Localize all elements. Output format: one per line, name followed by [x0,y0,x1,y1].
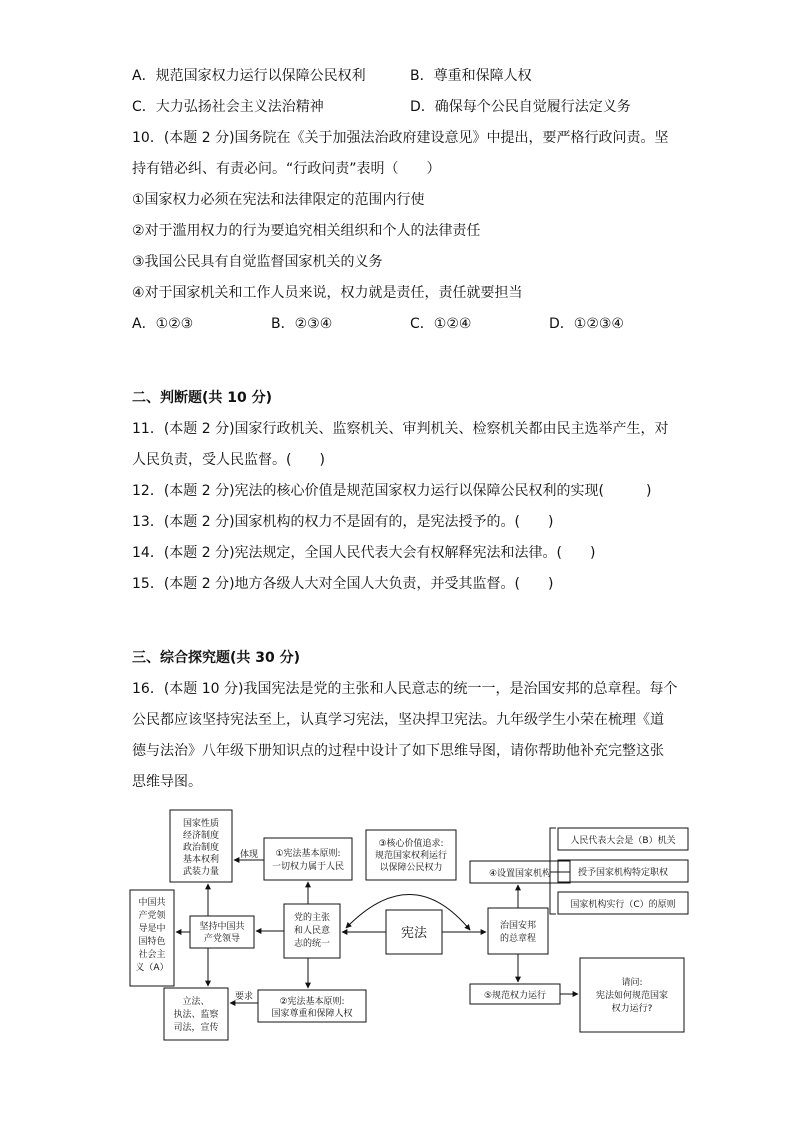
q15: 15．(本题 2 分)地方各级人大对全国人大负责，并受其监督。( ) [132,576,554,592]
npc-label: 人民代表大会是（B）机关 [570,836,676,846]
party-lead-line: 国特色 [138,937,166,947]
law-line: 司法，宣传 [173,1023,219,1033]
organs-label: ④设置国家机构 [488,869,552,879]
party-lead-line: 产党领 [138,911,166,921]
unity-line: 志的统一 [293,939,331,949]
principle1-box [264,838,352,880]
q10-stem-line1: 10．(本题 2 分)国务院在《关于加强法治政府建设意见》中提出，要严格行政问责。坚 [132,130,669,146]
principle1-line: ①宪法基本原则: [275,849,341,859]
embody-label: 体现 [239,850,259,860]
q10-option-b: B．②③④ [271,316,333,332]
q10-statement-4: ④对于国家机关和工作人员来说，权力就是责任，责任就要担当 [132,285,523,301]
q10-statement-3: ③我国公民具有自觉监督国家机关的义务 [132,254,383,270]
party-lead-line: 中国共 [138,898,166,908]
charter-line: 治国安邦 [499,921,537,931]
q10-option-a: A．①②③ [132,316,194,332]
question-line: 请问: [621,978,643,988]
state-box-line: 基本权利 [182,855,220,865]
q10-stem-line2: 持有错必纠、有责必问。“行政问责”表明（ ） [132,161,441,177]
q16-line3: 德与法治》八年级下册知识点的过程中设计了如下思维导图，请你帮助他补充完整这张 [132,743,664,759]
q10-option-d: D．①②③④ [549,316,624,332]
unity-line: 党的主张 [293,913,331,923]
q9-option-c: C．大力弘扬社会主义法治精神 [132,99,324,115]
question-line: 权力运行? [611,1004,653,1014]
section2-title: 二、判断题(共 10 分) [132,390,273,406]
charter-line: 的总章程 [499,934,537,944]
q12: 12．(本题 2 分)宪法的核心价值是规范国家权力运行以保障公民权利的实现( ) [132,483,652,499]
grant-label: 授予国家机构特定职权 [577,868,669,878]
section3-title: 三、综合探究题(共 30 分) [132,650,301,666]
core-value-line: 规范国家权利运行 [374,851,448,861]
principle1-line: 一切权力属于人民 [271,862,345,872]
q10-statement-2: ②对于滥用权力的行为要追究相关组织和个人的法律责任 [132,223,481,239]
q16-line4: 思维导图。 [132,774,202,790]
party-lead-line: 义（A） [135,963,169,973]
state-box-line: 国家性质 [182,819,220,829]
core-value-line: 以保障公民权力 [379,863,443,873]
principle2-line: 国家尊重和保障人权 [271,1009,353,1019]
uphold-line: 坚持中国共 [199,922,245,932]
q14: 14．(本题 2 分)宪法规定，全国人民代表大会有权解释宪法和法律。( ) [132,545,596,561]
q9-option-b: B．尊重和保障人权 [410,68,532,84]
uphold-line: 产党领导 [203,934,241,944]
q10-option-c: C．①②④ [410,316,472,332]
curved-arrow [346,894,470,930]
state-box-line: 政治制度 [182,843,220,853]
q16-line2: 公民都应该坚持宪法至上，认真学习宪法，坚决捍卫宪法。九年级学生小荣在梳理《道 [132,712,664,728]
q11-line2: 人民负责，受人民监督。( ) [132,452,325,468]
state-box-line: 武装力量 [182,867,220,877]
implement-label: 国家机构实行（C）的原则 [570,900,676,910]
q16-line1: 16．(本题 10 分)我国宪法是党的主张和人民意志的统一一，是治国安邦的总章程。每个 [132,681,678,697]
law-line: 立法、 [182,997,210,1007]
q11-line1: 11．(本题 2 分)国家行政机关、监察机关、审判机关、检察机关都由民主选举产生，对 [132,421,669,437]
unity-line: 和人民意 [293,926,331,936]
regulate-label: ⑤规范权力运行 [483,991,547,1001]
state-box-line: 经济制度 [182,831,220,841]
q13: 13．(本题 2 分)国家机构的权力不是固有的，是宪法授予的。( ) [132,514,554,530]
q10-statement-1: ①国家权力必须在宪法和法律限定的范围内行使 [132,192,425,208]
party-lead-line: 社会主 [138,950,166,960]
constitution-label: 宪法 [400,926,428,941]
charter-box [488,908,548,954]
party-lead-line: 导是中 [138,924,166,934]
law-line: 执法、监察 [173,1010,219,1020]
q9-option-d: D．确保每个公民自觉履行法定义务 [410,99,631,115]
requires-label: 要求 [234,992,254,1002]
principle2-line: ②宪法基本原则: [279,997,345,1007]
question-line: 宪法如何规范国家 [595,991,669,1001]
q9-option-a: A．规范国家权力运行以保障公民权利 [132,68,366,84]
core-value-line: ③核心价值追求: [378,839,444,849]
